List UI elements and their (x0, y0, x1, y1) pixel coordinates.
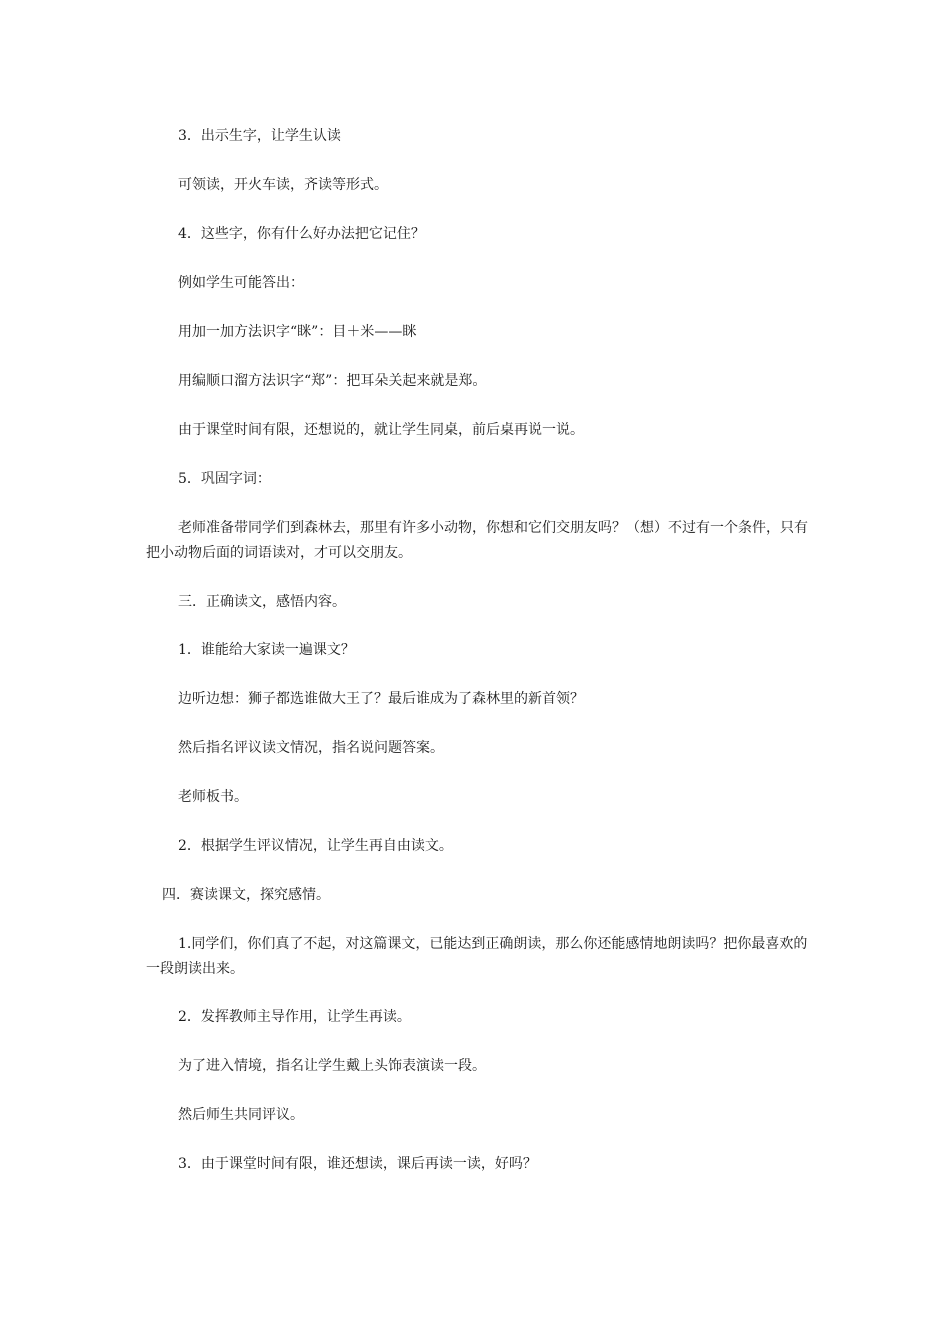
paragraph: 2．根据学生评议情况，让学生再自由读文。 (178, 838, 453, 854)
paragraph: 用加一加方法识字“眯”：目＋米——眯 (178, 324, 417, 340)
paragraph: 1.同学们，你们真了不起，对这篇课文，已能达到正确朗读，那么你还能感情地朗读吗？把你最喜欢的一段朗读出来。 (146, 936, 808, 977)
section-heading: 四．赛读课文，探究感情。 (162, 887, 330, 903)
paragraph: 由于课堂时间有限，还想说的，就让学生同桌，前后桌再说一说。 (178, 422, 584, 438)
paragraph: 4．这些字，你有什么好办法把它记住？ (178, 226, 425, 242)
paragraph: 老师准备带同学们到森林去，那里有许多小动物，你想和它们交朋友吗？（想）不过有一个条件，只有把小动物后面的词语读对，才可以交朋友。 (146, 520, 808, 561)
paragraph: 3．出示生字，让学生认读 (178, 128, 341, 144)
paragraph: 可领读，开火车读，齐读等形式。 (178, 177, 388, 193)
paragraph: 边听边想：狮子都选谁做大王了？最后谁成为了森林里的新首领？ (178, 691, 584, 707)
paragraph: 3．由于课堂时间有限，谁还想读，课后再读一读，好吗？ (178, 1156, 537, 1172)
paragraph: 2．发挥教师主导作用，让学生再读。 (178, 1009, 411, 1025)
paragraph: 老师板书。 (178, 789, 248, 805)
paragraph: 为了进入情境，指名让学生戴上头饰表演读一段。 (178, 1058, 486, 1074)
paragraph: 用编顺口溜方法识字“郑”：把耳朵关起来就是郑。 (178, 373, 487, 389)
paragraph: 然后师生共同评议。 (178, 1107, 304, 1123)
paragraph: 然后指名评议读文情况，指名说问题答案。 (178, 740, 444, 756)
paragraph: 5．巩固字词： (178, 471, 271, 487)
paragraph: 例如学生可能答出： (178, 275, 304, 291)
paragraph: 1．谁能给大家读一遍课文？ (178, 642, 355, 658)
section-heading: 三．正确读文，感悟内容。 (178, 594, 346, 610)
